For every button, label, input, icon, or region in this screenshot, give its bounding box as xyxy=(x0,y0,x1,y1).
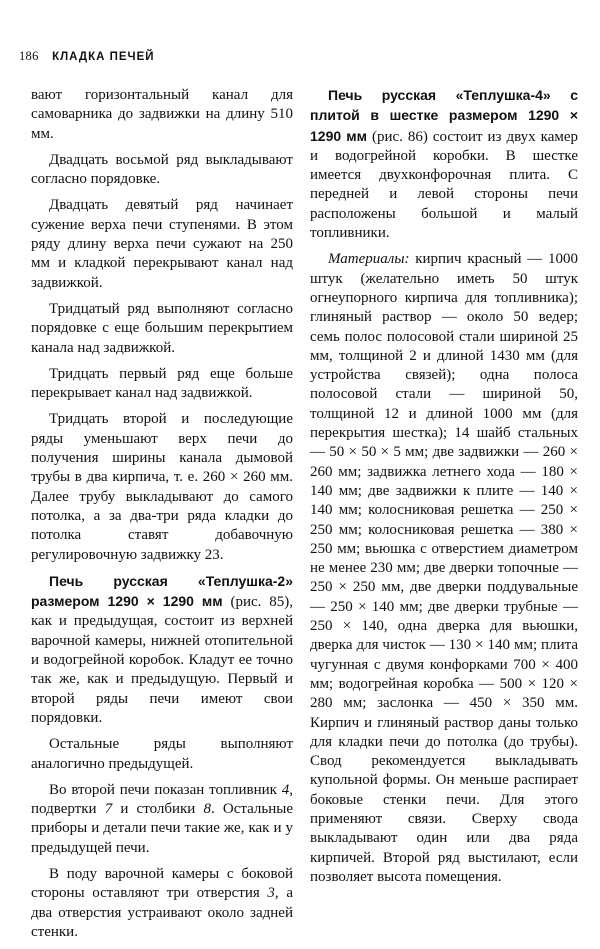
paragraph-text: . Остальные приборы и детали печи такие же, как и у предыдущей печи. xyxy=(31,801,293,856)
paragraph: вают горизонтальный канал для самоварника до задвижки на длину 510 мм. xyxy=(31,87,293,142)
paragraph: Тридцатый ряд выполняют согласно порядовке с еще большим перекрытием канала над задвижкой. xyxy=(31,300,293,356)
figure-ref-number: 7 xyxy=(104,801,113,818)
paragraph: Двадцать восьмой ряд выкладывают согласно порядовке. xyxy=(31,151,293,188)
paragraph xyxy=(31,572,293,728)
figure-ref-number: 4 xyxy=(281,781,290,798)
paragraph xyxy=(31,865,293,942)
paragraph-text: , подвертки xyxy=(31,781,293,818)
paragraph-text: (рис. 85), как и предыдущая, состоит из верхней варочной камеры, нижней отопительной и водогрейной коробок. Кладут ее точно так же, как и предыдущую. Первый и второй ряды печи имеют свои порядовки. xyxy=(31,594,293,726)
paragraph-text: и столбики xyxy=(112,801,204,818)
paragraph-text: Во второй печи показан топливник xyxy=(49,781,282,798)
paragraph xyxy=(310,86,578,243)
paragraph: Двадцать девятый ряд начинает сужение верха печи ступенями. В этом ряду длину верха печи сужают на 250 мм и кладкой перекрывают канал над задвижкой. xyxy=(31,197,293,291)
figure-ref-number: 8 xyxy=(203,801,211,818)
paragraph-text: , а два отверстия устраивают около задней стенки. xyxy=(31,885,293,940)
running-header xyxy=(19,49,155,64)
paragraph-text: (рис. 86) состоит из двух камер и водогрейной коробки. В шестке имеется двухконфорочная плита. С передней и левой стороны печи расположены большой и малый топливники. xyxy=(310,128,579,242)
bold-heading: Печь русская «Теплушка-4» с плитой в шестке размером 1290 × 1290 мм xyxy=(310,87,578,144)
paragraph-text: В поду варочной камеры с боковой стороны оставляют три отверстия xyxy=(31,865,293,902)
paragraph xyxy=(31,781,293,858)
figure-ref-number: 3 xyxy=(267,885,275,902)
right-column xyxy=(310,86,578,894)
paragraph: Тридцать второй и последующие ряды уменьшают верх печи до получения ширины канала дымовой трубы в два кирпича, т. е. 260 × 260 мм. Далее трубу выкладывают до самого потолка, а за два-три ряда кладки до потолка ставят добавочную регулировочную задвижку 23. xyxy=(31,411,293,563)
bold-heading: Печь русская «Теплушка-2» размером 1290 × 1290 мм xyxy=(31,572,293,610)
paragraph xyxy=(310,250,578,887)
left-column xyxy=(31,86,293,949)
italic-lead: Материалы: xyxy=(328,251,410,268)
paragraph-text: кирпич красный — 1000 штук (желательно иметь 50 штук огнеупорного кирпича для топливника); глиняный раствор — около 50 ведер; семь полос полосовой стали шириной 25 мм, толщиной 2 и длиной 1430 мм (для устройства связей); одна полоса полосовой стали — шириной 50, толщиной 12 и длиной 1000 мм (для перекрытия шестка); 14 шайб стальных — 50 × 50 × 5 мм; две задвижки — 260 × 260 мм; задвижка летнего хода — 180 × 140 мм; две задвижки к плите — 140 × 140 мм; колосниковая решетка — 250 × 250 мм; колосниковая решетка — 380 × 250 мм; вьюшка с отверстием диаметром не менее 230 мм; две дверки топочные — 250 × 250 мм, две дверки поддувальные — 250 × 140 мм; две дверки трубные — 250 × 140, одна дверка для вьюшки, дверка для чисток — 130 × 140 мм; плита чугунная с двумя конфорками 700 × 400 мм; водогрейная коробка — 500 × 120 × 280 мм; заслонка — 450 × 350 мм. Кирпич и глиняный раствор даны только для кладки печи до потолка (до трубы). Свод рекомендуется выкладывать купольной формы. Он меньше распирает боковые стенки печи. Для этого применяют связи. Сверху свода выкладывают один или два ряда кирпичей. Второй ряд выстилают, если позволяет высота помещения. xyxy=(310,251,578,885)
paragraph: Тридцать первый ряд еще больше перекрывает канал над задвижкой. xyxy=(31,365,293,402)
running-title: КЛАДКА ПЕЧЕЙ xyxy=(52,51,155,63)
paragraph: Остальные ряды выполняют аналогично предыдущей. xyxy=(31,736,293,772)
page-number: 186 xyxy=(19,49,39,63)
